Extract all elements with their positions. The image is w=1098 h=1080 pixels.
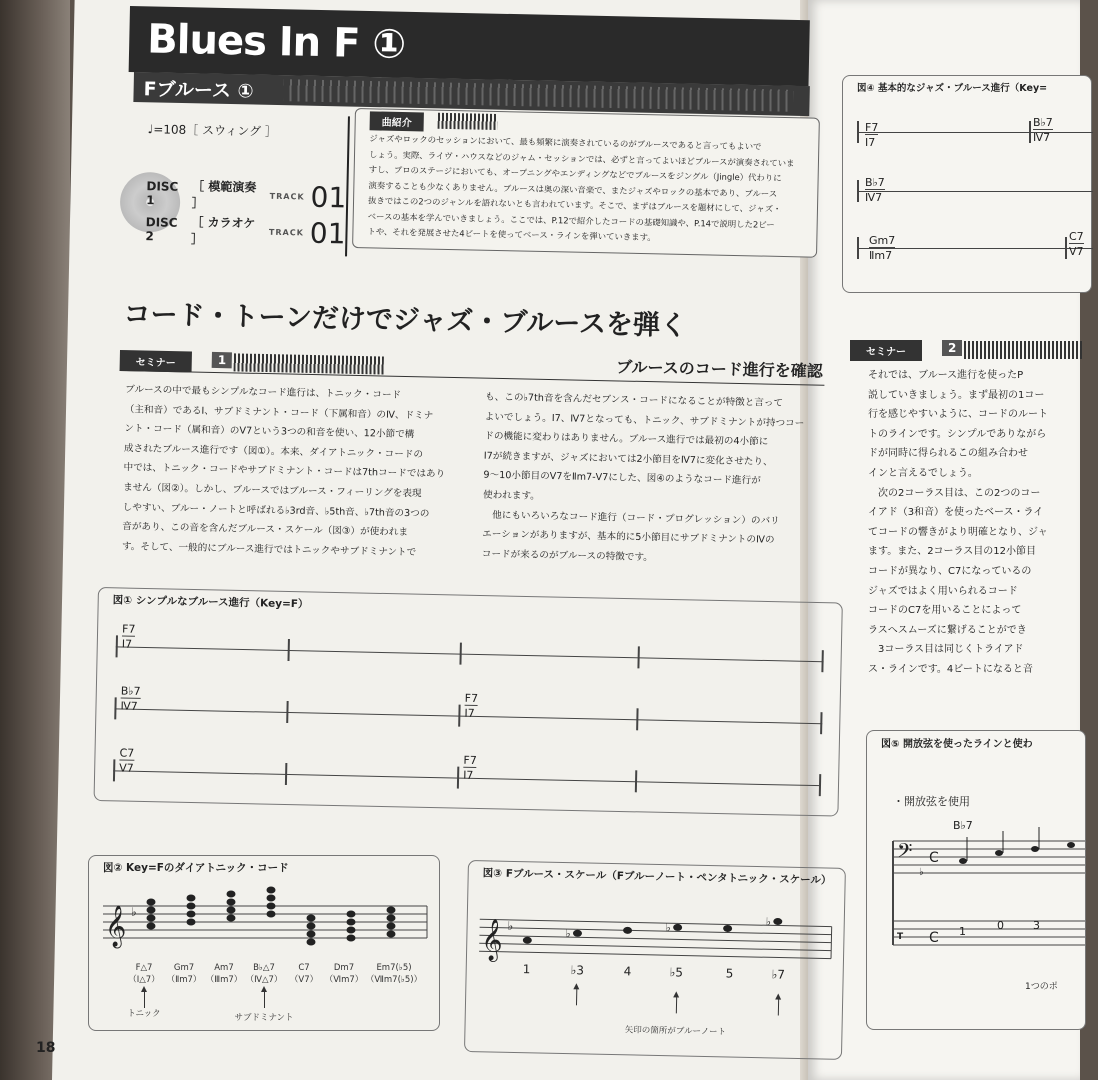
chord-name: B♭7: [1033, 116, 1053, 129]
figure-4-jazz-blues: [842, 75, 1092, 293]
text-line: す。そして、一般的にブルース進行ではトニックやサブドミナントで: [121, 540, 417, 558]
page-number: 18: [36, 1040, 56, 1056]
figure-3-blues-scale: [464, 860, 846, 1060]
treble-staff: [95, 892, 435, 952]
svg-text:♭: ♭: [919, 867, 924, 878]
chord-symbol: [1033, 116, 1053, 144]
text-line: ドの機能に変わりはありません。ブルース進行では最初の4小節に: [484, 430, 769, 448]
barline: [1029, 121, 1031, 143]
text-line: コードのC7を用いることによって: [868, 605, 1022, 617]
page-title: Blues In F ①: [146, 16, 406, 68]
chord-symbol: [865, 176, 885, 204]
page-subtitle: Fブルース ①: [143, 78, 254, 103]
text-line: 9〜10小節目のⅤ7をⅡm7-Ⅴ7にした、図④のようなコード進行が: [483, 470, 761, 487]
chord-symbol: [464, 692, 478, 720]
barline: [636, 708, 638, 730]
arrow-icon: [264, 990, 265, 1008]
disc1-row: [146, 176, 347, 214]
track-info: [137, 112, 350, 256]
text-line: コードが来るのがブルースの特徴です。: [481, 548, 653, 563]
arrow-icon: [676, 995, 678, 1013]
intro-line: トや、それを発展させた4ビートを使ってベース・ラインを弾いていきます。: [367, 226, 656, 243]
text-line: ます。また、2コーラス目の12小節目: [868, 546, 1036, 558]
chord-symbol: [865, 121, 878, 149]
barline: [116, 635, 118, 657]
text-line: イアド（3和音）を使ったベース・ライ: [868, 507, 1044, 519]
chord-label: B♭△7 （Ⅳ△7）: [245, 963, 283, 985]
barline: [286, 701, 288, 723]
disc1-label: DISC 1: [146, 179, 179, 208]
tab-number: 1: [959, 925, 966, 938]
seminar-label: セミナー: [120, 350, 192, 373]
tab-number: 3: [1033, 919, 1040, 932]
tempo-marking: ♩=108［ スウィング ］: [147, 122, 278, 139]
barline: [821, 650, 823, 672]
text-line: 3コーラス目は同じくトライアド: [868, 644, 1024, 656]
intro-line: しょう。実際、ライヴ・ハウスなどのジャム・セッションでは、必ずと言ってよいほどブルースが演奏されていま: [368, 148, 795, 168]
text-line: よいでしょう。Ⅰ7、Ⅳ7となっても、トニック、サブドミナントが持つコー: [484, 411, 805, 429]
chord-roman: Ⅳ7: [865, 189, 885, 204]
blue-note-caption: 矢印の箇所がブルーノート: [624, 1025, 727, 1038]
text-line: 使われます。: [482, 489, 540, 502]
text-line: Ⅰ7が続きますが、ジャズにおいては2小節目をⅣ7に変化させたり、: [483, 450, 773, 468]
text-line: ス・ラインです。4ビートになると音: [868, 663, 1033, 675]
seminar-column-1: [122, 380, 466, 563]
disc2-label: DISC 2: [145, 215, 178, 244]
text-line: 他にもいろいろなコード進行（コード・プログレッション）のバリ: [482, 509, 780, 527]
chord-symbol: [869, 234, 895, 262]
scale-degree: 4: [623, 964, 632, 979]
chord-label: Am7 （Ⅲm7）: [205, 963, 243, 985]
svg-text:𝄢: 𝄢: [897, 839, 913, 867]
scale-degree: 1: [522, 962, 531, 977]
figure-5-note: 1つのポ: [1025, 982, 1058, 992]
chord-name: C7: [119, 746, 135, 760]
text-line: インと言えるでしょう。: [868, 467, 978, 479]
chord-name: B♭7: [953, 819, 973, 832]
text-line: 成されたブルース進行です（図①）。本来、ダイアトニック・コードの: [123, 442, 424, 461]
chord-symbol: [120, 685, 140, 713]
figure-5-title: 図⑤ 開放弦を使ったラインと使わ: [881, 739, 1033, 750]
intro-hatch: [438, 113, 498, 130]
chord-symbol: [122, 623, 136, 651]
intro-label: 曲紹介: [370, 111, 424, 131]
chord-roman: Ⅰ7: [122, 636, 136, 651]
chord-roman: Ⅴ7: [1069, 245, 1084, 258]
disc1-track-number: 01: [310, 180, 347, 214]
tab-number: 0: [997, 919, 1004, 932]
svg-text:♭: ♭: [765, 915, 772, 929]
disc2-row: [145, 212, 346, 250]
staff-line: [857, 191, 1093, 192]
disc1-track-label: TRACK: [269, 191, 305, 201]
figure-5-open-strings: [866, 730, 1086, 1030]
svg-text:𝄞: 𝄞: [105, 906, 127, 947]
bass-staff-and-tab: [885, 831, 1085, 971]
barline: [857, 180, 859, 202]
text-line: ません（図②）。しかし、ブルースではブルース・フィーリングを表現: [123, 482, 422, 500]
chord-label: C7 （Ⅴ7）: [289, 963, 319, 985]
seminar-hatch: [234, 353, 384, 374]
text-line: それでは、ブルース進行を使ったP: [868, 370, 1024, 381]
figure-2-diatonic-chords: [88, 855, 440, 1031]
text-line: ドが同時に得られるこの組み合わせ: [868, 448, 1028, 460]
disc2-track-label: TRACK: [268, 227, 304, 237]
chord-label: Gm7 （Ⅱm7）: [166, 963, 202, 985]
chord-roman: Ⅳ7: [1033, 129, 1053, 144]
barline: [458, 705, 460, 727]
text-line: トのラインです。シンプルでありながら: [868, 428, 1047, 440]
disc2-desc: ［ カラオケ ］: [190, 215, 256, 247]
svg-text:♭: ♭: [507, 918, 514, 933]
chord-name: B♭7: [865, 176, 885, 189]
scale-degree: 5: [725, 966, 734, 981]
barline: [637, 646, 639, 668]
chord-name: F7: [463, 753, 477, 767]
svg-text:C: C: [929, 850, 939, 866]
seminar-hatch: [964, 341, 1084, 359]
figure-2-title: 図② Key=Fのダイアトニック・コード: [103, 862, 289, 874]
text-line: てコードの響きがより明確となり、ジャ: [868, 526, 1048, 538]
chord-label: Em7(♭5) （Ⅶm7(♭5)）: [365, 963, 423, 985]
chord-name: B♭7: [120, 684, 141, 698]
chord-roman: Ⅱm7: [869, 247, 895, 262]
arrow-icon: [576, 987, 578, 1005]
barline: [113, 759, 115, 781]
seminar-2-column: [868, 366, 1098, 680]
tonic-label: トニック: [127, 1009, 161, 1019]
chord-name: F7: [464, 691, 479, 705]
svg-text:C: C: [929, 930, 939, 946]
intro-body: [367, 131, 809, 249]
barline: [459, 643, 461, 665]
barline: [285, 763, 287, 785]
svg-text:♭: ♭: [131, 905, 137, 919]
text-line: コードが異なり、C7になっているの: [868, 565, 1032, 577]
chord-symbol: [463, 754, 477, 782]
chord-roman: Ⅰ7: [865, 134, 878, 149]
barline: [857, 121, 859, 143]
section-heading: コード・トーンだけでジャズ・ブルースを弾く: [123, 298, 688, 342]
figure-1-title: 図① シンプルなブルース進行（Key=F）: [112, 594, 309, 611]
svg-text:♭: ♭: [665, 921, 671, 935]
text-line: しやすい、ブルー・ノートと呼ばれる♭3rd音、♭5th音、♭7th音の3つの: [122, 501, 430, 520]
intro-line: 抜きではこの2つのジャンルを語れないとも言われています。そこで、まずはブルースを題材にして、ジャズ・: [367, 195, 782, 214]
barline: [635, 770, 637, 792]
figure-4-title: 図④ 基本的なジャズ・ブルース進行（Key=: [857, 83, 1048, 94]
text-line: ラスへスムーズに繋げることができ: [868, 624, 1027, 636]
arrow-icon: [144, 990, 145, 1008]
staff-line: [857, 132, 1093, 133]
text-line: 次の2コーラス目は、この2つのコー: [868, 487, 1041, 499]
disc1-desc: ［ 模範演奏 ］: [191, 179, 257, 211]
intro-line: 演奏することも少なくありません。ブルースは奥の深い音楽で、またジャズやロックの基本であり、ブルース: [368, 179, 778, 199]
intro-line: すし、プロのステージにおいても、オープニングやエンディングなどでブルースをジングル（Jingle）代わりに: [368, 164, 782, 183]
scale-degree: ♭7: [771, 967, 786, 982]
chord-roman: Ⅰ7: [464, 705, 478, 720]
text-line: ジャズではよく用いられるコード: [868, 585, 1018, 597]
scale-degree: ♭5: [669, 965, 684, 980]
text-line: 中では、トニック・コードやサブドミナント・コードは7thコードではあり: [123, 462, 446, 481]
barline: [820, 712, 822, 734]
seminar-title: ブルースのコード進行を確認: [615, 357, 823, 381]
svg-text:♭: ♭: [565, 927, 571, 941]
svg-text:𝄞: 𝄞: [480, 919, 504, 961]
scale-degree: ♭3: [570, 963, 585, 978]
text-line: 行を感じやすいように、コードのルート: [868, 409, 1048, 421]
figure-5-subtitle: ・開放弦を使用: [893, 795, 970, 808]
figure-1-progression: [94, 587, 843, 817]
text-line: 説していきましょう。まず最初の1コー: [868, 389, 1045, 401]
barline: [287, 639, 289, 661]
barline: [114, 697, 116, 719]
chord-name: F7: [865, 121, 879, 134]
arrow-icon: [778, 998, 780, 1016]
seminar-number: 1: [212, 352, 233, 368]
seminar-label: セミナー: [850, 340, 922, 361]
text-line: エーションがありますが、基本的に5小節目にサブドミナントのⅣの: [482, 528, 775, 546]
barline: [857, 237, 859, 259]
text-line: 音があり、この音を含んだブルース・スケール（図③）が使われま: [122, 521, 409, 539]
text-line: （主和音）であるⅠ、サブドミナント・コード（下属和音）のⅣ、ドミナ: [124, 403, 434, 422]
chord-symbol: [1069, 230, 1084, 258]
barline: [1065, 237, 1067, 259]
text-line: も、この♭7th音を含んだセブンス・コードになることが特徴と言って: [484, 391, 784, 409]
disc2-track-number: 01: [309, 216, 346, 250]
chord-label: F△7 （Ⅰ△7）: [128, 963, 160, 985]
staff-line: [116, 646, 824, 662]
chord-symbol: [119, 746, 134, 774]
svg-text:T: T: [897, 932, 904, 942]
chord-roman: Ⅳ7: [120, 697, 140, 712]
song-intro-box: [352, 108, 820, 258]
text-line: ント・コード（属和音）のⅤ7という3つの和音を使い、12小節で構: [124, 423, 415, 441]
chord-label: Dm7 （Ⅵm7）: [324, 963, 364, 985]
chord-name: C7: [1069, 230, 1084, 243]
intro-line: ベースの基本を学んでいきましょう。ここでは、P.12で紹介したコードの基礎知識や、P.14で説明した2ビー: [367, 210, 775, 230]
subdominant-label: サブドミナント: [234, 1013, 294, 1023]
chord-name: Gm7: [869, 234, 896, 247]
chord-roman: Ⅴ7: [119, 761, 134, 775]
barline: [457, 767, 459, 789]
intro-line: ジャズやロックのセッションにおいて、最も頻繁に演奏されているのがブルースであると言ってもよいで: [369, 133, 762, 152]
barline: [819, 774, 821, 796]
figure-3-title: 図③ Fブルース・スケール（Fブルーノート・ペンタトニック・スケール）: [482, 867, 832, 887]
chord-name: F7: [121, 622, 136, 636]
seminar-column-2: [482, 388, 826, 571]
chord-roman: Ⅰ7: [463, 767, 477, 782]
text-line: ブルースの中で最もシンプルなコード進行は、トニック・コード: [125, 384, 402, 401]
seminar-number: 2: [942, 340, 962, 356]
